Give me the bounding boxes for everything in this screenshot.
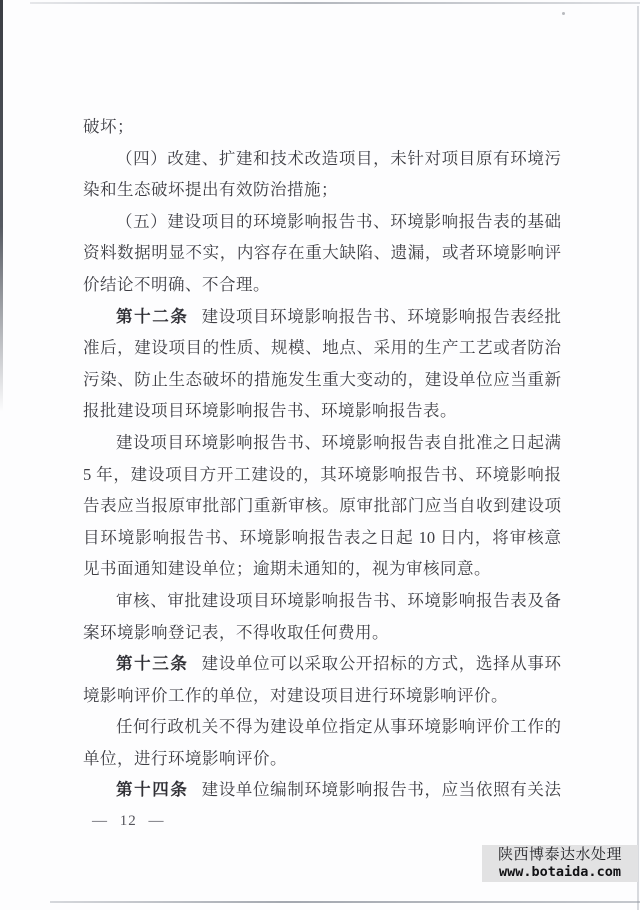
text-line: 建设项目环境影响报告书、环境影响报告表自批准之日起满 <box>116 432 561 452</box>
text-line: （五）建设项目的环境影响报告书、环境影响报告表的基础 <box>116 211 561 231</box>
watermark-stamp <box>482 845 638 882</box>
text-line: 价结论不明确、不合理。 <box>83 274 270 294</box>
text-line: 染和生态破坏提出有效防治措施； <box>83 180 338 200</box>
text-line: 任何行政机关不得为建设单位指定从事环境影响评价工作的 <box>116 717 561 737</box>
text-line: （四）改建、扩建和技术改造项目，未针对项目原有环境污 <box>116 148 561 168</box>
text-line: 准后，建设项目的性质、规模、地点、采用的生产工艺或者防治 <box>83 338 561 358</box>
watermark-website: www.botaida.com <box>499 864 621 880</box>
page-number: — 12 — <box>92 813 165 829</box>
article-number: 第十四条 <box>116 781 189 800</box>
article-number: 第十三条 <box>116 655 189 674</box>
text-line: 境影响评价工作的单位，对建设项目进行环境影响评价。 <box>83 685 508 705</box>
text-line: 5 年，建设项目方开工建设的，其环境影响报告书、环境影响报 <box>83 464 561 484</box>
text-line: 污染、防止生态破坏的措施发生重大变动的，建设单位应当重新 <box>83 369 561 389</box>
scan-speck <box>562 12 565 15</box>
text-line: 破坏； <box>83 117 134 136</box>
watermark-company-name: 陕西博泰达水处理 <box>497 846 622 863</box>
scan-edge-bottom <box>50 901 640 903</box>
text-line: 报批建设项目环境影响报告书、环境影响报告表。 <box>83 401 457 421</box>
article-heading-line: 第十三条 建设单位可以采取公开招标的方式，选择从事环 <box>116 654 562 674</box>
article-number: 第十二条 <box>116 307 189 326</box>
document-body <box>83 111 561 806</box>
scan-edge-left <box>0 0 3 412</box>
text-line: 见书面通知建设单位；逾期未通知的，视为审核同意。 <box>83 559 491 579</box>
text-line: 资料数据明显不实，内容存在重大缺陷、遗漏，或者环境影响评 <box>83 243 561 263</box>
text-line: 单位，进行环境影响评价。 <box>83 748 287 768</box>
text-line: 告表应当报原审批部门重新审核。原审批部门应当自收到建设项 <box>83 496 561 516</box>
scan-edge-top <box>30 2 640 4</box>
text-line: 目环境影响报告书、环境影响报告表之日起 10 日内，将审核意 <box>83 527 561 547</box>
article-heading-line: 第十二条 建设项目环境影响报告书、环境影响报告表经批 <box>116 306 562 326</box>
text-line: 案环境影响登记表，不得收取任何费用。 <box>83 622 389 642</box>
article-heading-line: 第十四条 建设单位编制环境影响报告书，应当依照有关法 <box>116 780 562 800</box>
scan-edge-right <box>637 6 639 910</box>
text-line: 审核、审批建设项目环境影响报告书、环境影响报告表及备 <box>116 590 561 610</box>
